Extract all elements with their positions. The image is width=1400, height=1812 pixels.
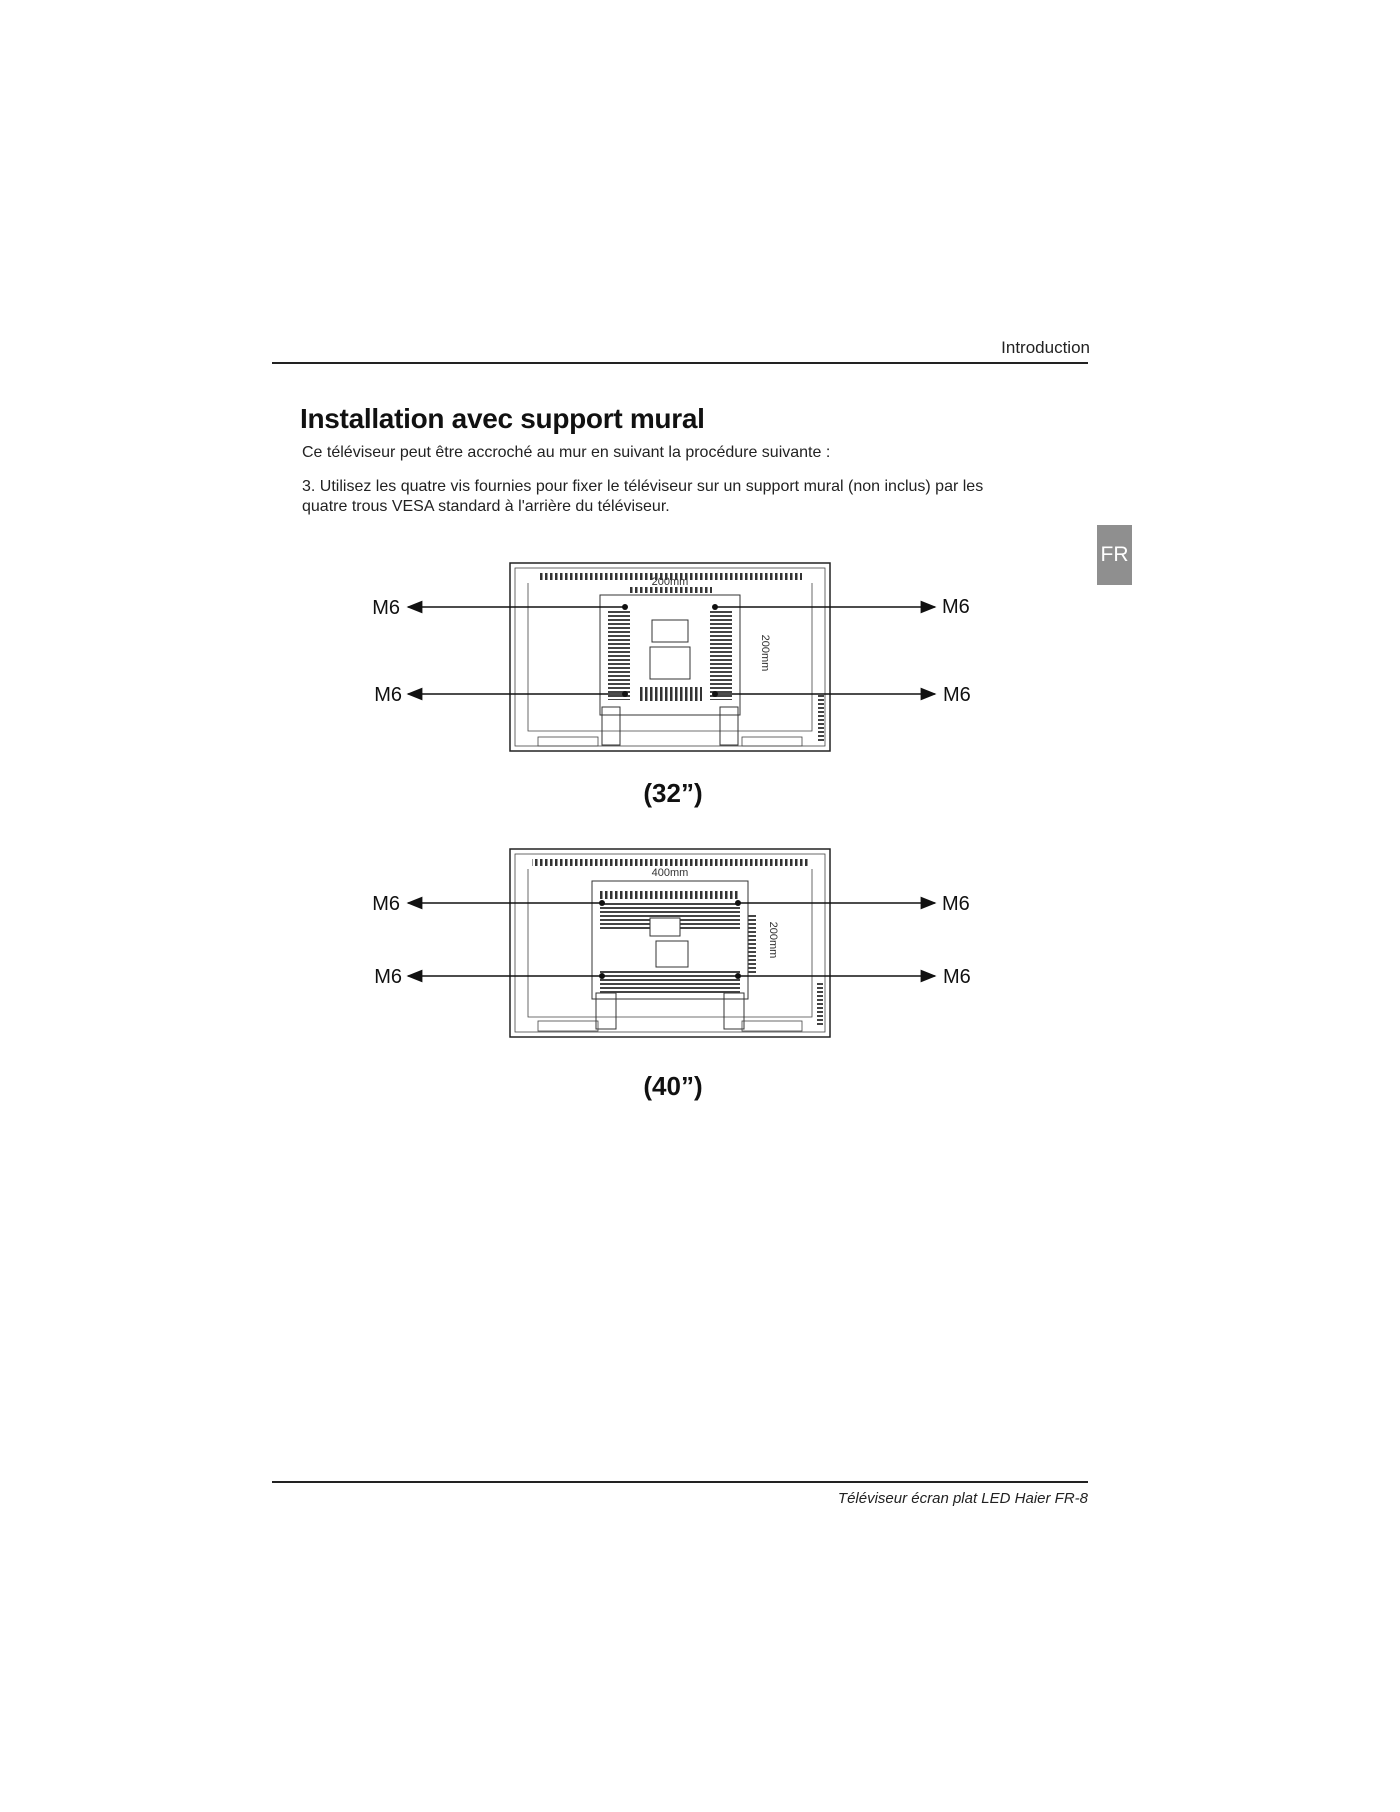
height-dimension-label: 200mm	[767, 921, 779, 959]
footer-text: Téléviseur écran plat LED Haier FR-8	[837, 1490, 1088, 1507]
language-tab: FR	[1097, 525, 1132, 585]
width-dimension-label: 400mm	[651, 867, 689, 879]
footer-rule	[272, 1481, 1088, 1483]
size-caption-40: (40”)	[643, 1071, 703, 1101]
screw-label-top-right: M6	[942, 893, 970, 915]
page-title: Installation avec support mural	[300, 403, 705, 434]
size-caption-32: (32”)	[643, 778, 703, 808]
screw-label-top-left: M6	[372, 893, 400, 915]
step-paragraph: 3. Utilisez les quatre vis fournies pour fixer le téléviseur sur un support mural (non inclus) par les quatre trous VESA standard à l'arrière du téléviseur.	[302, 478, 984, 515]
screw-label-bottom-right: M6	[943, 966, 971, 988]
screw-label-bottom-left: M6	[374, 966, 402, 988]
tv-back-diagram-40	[360, 843, 1000, 1038]
screw-label-bottom-right: M6	[943, 684, 971, 706]
header-rule	[272, 362, 1088, 364]
screw-label-top-left: M6	[372, 597, 400, 619]
height-dimension-label: 200mm	[759, 634, 771, 672]
intro-paragraph: Ce téléviseur peut être accroché au mur en suivant la procédure suivante :	[302, 444, 831, 461]
width-dimension-label: 200mm	[651, 576, 689, 588]
section-label: Introduction	[1001, 338, 1090, 357]
tv-outline	[510, 563, 830, 751]
tv-back-diagram-32	[360, 555, 1000, 760]
screw-label-top-right: M6	[942, 596, 970, 618]
screw-label-bottom-left: M6	[374, 684, 402, 706]
